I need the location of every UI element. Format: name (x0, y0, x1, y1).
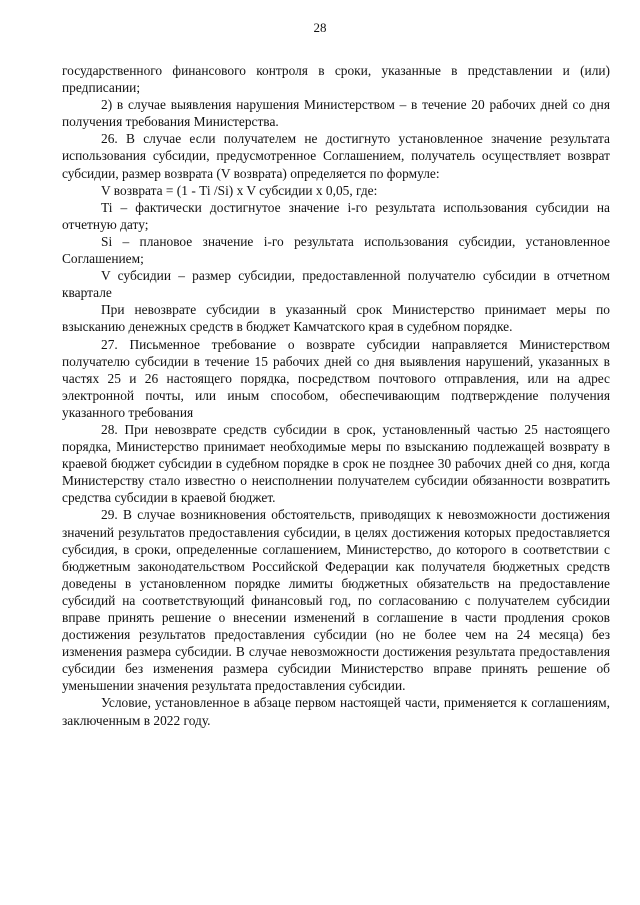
paragraph-non-return: При невозврате субсидии в указанный срок Министерство принимает меры по взысканию денежных средств в бюджет Камчатского края в судебном порядке. (62, 302, 610, 335)
paragraph-section-29: 29. В случае возникновения обстоятельств, приводящих к невозможности достижения значений результатов предоставления субсидии, в целях достижения которых предоставляется субсидия, в сроки, определенные соглашением, Министерство, до которого в соответствии с бюджетным законодательством Российской Федерации как получателя бюджетных средств доведены в установленном порядке лимиты бюджетных обязательств на предоставление субсидий на соответствующий финансовый год, по согласованию с получателем субсидии вправе принять решение о внесении изменений в соглашение в части продления сроков достижения результатов предоставления субсидии (но не более чем на 24 месяца) без изменения размера субсидии. В случае невозможности достижения результата предоставления субсидии без изменения размера субсидии Министерство вправе принять решение об уменьшении значения результата предоставления субсидии. (62, 507, 610, 694)
paragraph-ti-definition: Ti – фактически достигнутое значение i-го результата использования субсидии на отчетную дату; (62, 199, 610, 232)
paragraph-formula: V возврата = (1 - Ti /Si) x V субсидии x 0,05, где: (101, 182, 378, 198)
paragraph-section-26: 26. В случае если получателем не достигнуто установленное значение результата использования субсидии, предусмотренное Соглашением, получатель осуществляет возврат субсидии, размер возврата (V возврата) определяется по формуле: (62, 131, 610, 181)
document-body (62, 62, 610, 729)
paragraph-section-27: 27. Письменное требование о возврате субсидии направляется Министерством получателю субсидии в течение 15 рабочих дней со дня выявления нарушений, указанных в частях 25 и 26 настоящего порядка, посредством почтового отправления, или на адрес электронной почты, или иным способом, обеспечивающим подтверждение получения указанного требования (62, 336, 610, 420)
paragraph-clause-2: 2) в случае выявления нарушения Министерством – в течение 20 рабочих дней со дня получения требования Министерства. (62, 97, 610, 130)
paragraph-prescription-end: государственного финансового контроля в сроки, указанные в представлении и (или) предписании; (62, 63, 610, 96)
paragraph-si-definition: Si – плановое значение i-го результата использования субсидии, установленное Соглашением; (62, 233, 610, 267)
paragraph-section-28: 28. При невозврате средств субсидии в срок, установленный частью 25 настоящего порядка, Министерство принимает необходимые меры по взысканию подлежащей возврату в краевой бюджет субсидии в судебном порядке в срок не позднее 30 рабочих дней со дня, когда Министерству стало известно о неисполнении получателем субсидии обязанности возвратить средства субсидии в краевой бюджет. (62, 421, 610, 506)
paragraph-v-definition: V субсидии – размер субсидии, предоставленной получателю субсидии в отчетном квартале (62, 268, 610, 301)
page-number: 28 (313, 20, 327, 35)
paragraph-condition: Условие, установленное в абзаце первом настоящей части, применяется к соглашениям, заключенным в 2022 году. (62, 695, 610, 728)
